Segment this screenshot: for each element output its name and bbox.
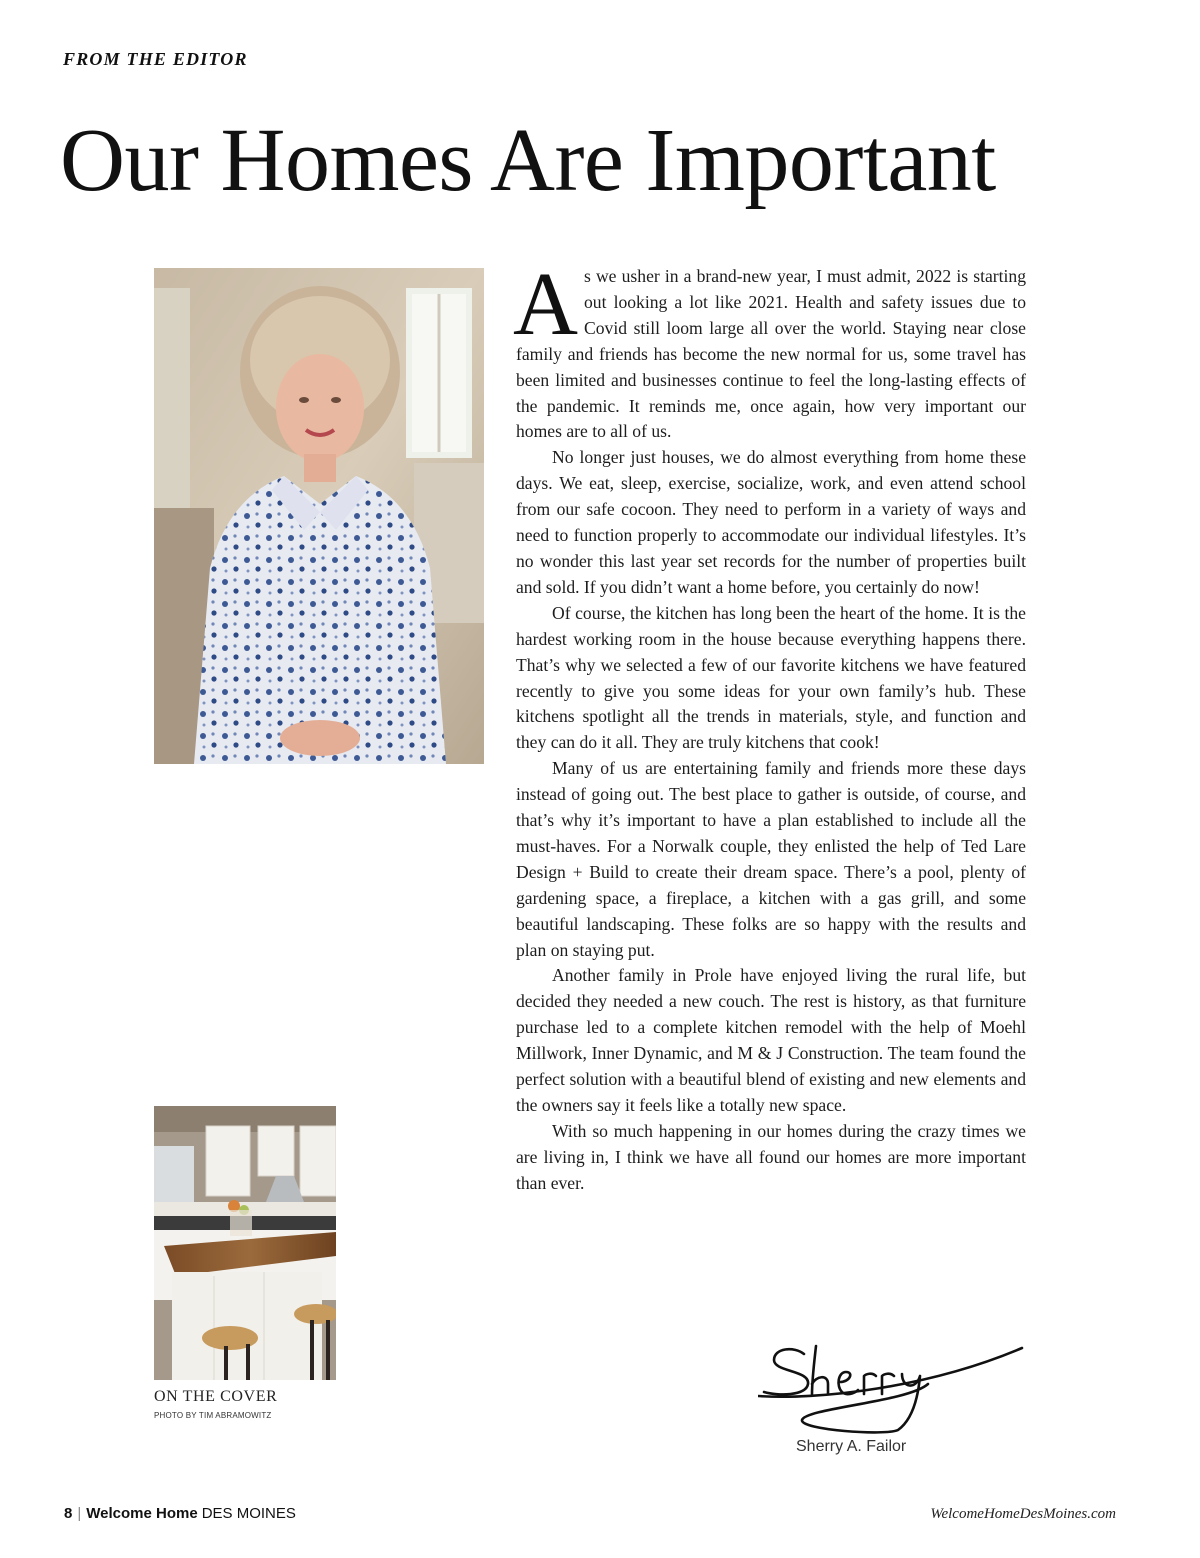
editor-signature xyxy=(758,1338,1030,1438)
article-paragraph: With so much happening in our homes during the crazy times we are living in, I think we have all found our homes are more important than ever. xyxy=(516,1120,1026,1193)
cover-thumbnail-photo xyxy=(154,1106,336,1380)
magazine-city: DES MOINES xyxy=(201,1505,296,1522)
section-label: FROM THE EDITOR xyxy=(63,49,248,69)
editor-name: Sherry A. Failor xyxy=(796,1438,907,1455)
article-paragraph: Many of us are entertaining family and friends more these days instead of going out. The best place to gather is outside, of course, and that’s why it’s important to have a plan established to include all the must-haves. For a Norwalk couple, they enlisted the help of Ted Lare Design + Build to create their dream space. There’s a pool, plenty of gardening space, a fireplace, a kitchen with a gas grill, and some beautiful landscaping. These folks are so happy with the results and plan on staying put. xyxy=(516,758,1026,960)
headline: Our Homes Are Important xyxy=(60,111,996,210)
magazine-name: Welcome Home xyxy=(86,1505,198,1522)
cover-photo-credit: PHOTO BY TIM ABRAMOWITZ xyxy=(154,1411,272,1420)
editor-letter-body xyxy=(513,255,1026,1197)
editor-portrait-photo xyxy=(154,268,484,764)
article-paragraph: Another family in Prole have enjoyed living the rural life, but decided they needed a new couch. The rest is history, as that furniture purchase led to a complete kitchen remodel with the help of Moehl Millwork, Inner Dynamic, and M & J Construction. The team found the perfect solution with a beautiful blend of existing and new elements and the owners say it feels like a totally new space. xyxy=(516,965,1026,1115)
page-number: 8 xyxy=(64,1505,73,1522)
magazine-website: WelcomeHomeDesMoines.com xyxy=(930,1506,1116,1522)
article-paragraph: As we usher in a brand-new year, I must admit, 2022 is starting out looking a lot like 2021. Health and safety issues due to Covid still loom large all over the world. Staying near close family and friends has become the new normal for us, some travel has been limited and businesses continue to feel the long-lasting effects of the pandemic. It reminds me, once again, how very important our homes are to all of us. xyxy=(513,255,1026,442)
drop-cap: A xyxy=(513,255,578,354)
article-paragraph: No longer just houses, we do almost everything from home these days. We eat, sleep, exercise, socialize, work, and even attend school from our safe cocoon. They need to perform in a variety of ways and need to function properly to accommodate our individual lifestyles. It’s no wonder this last year set records for the number of properties built and sold. If you didn’t want a home before, you certainly do now! xyxy=(516,447,1026,597)
footer-separator: | xyxy=(77,1505,82,1522)
article-paragraph: Of course, the kitchen has long been the heart of the home. It is the hardest working room in the house because everything happens there. That’s why we selected a few of our favorite kitchens we have featured recently to give you some ideas for your own family’s hub. These kitchens spotlight all the trends in materials, style, and function and they can do it all. They are truly kitchens that cook! xyxy=(516,602,1026,753)
page-footer-left xyxy=(64,1505,296,1522)
cover-label: ON THE COVER xyxy=(154,1388,278,1405)
